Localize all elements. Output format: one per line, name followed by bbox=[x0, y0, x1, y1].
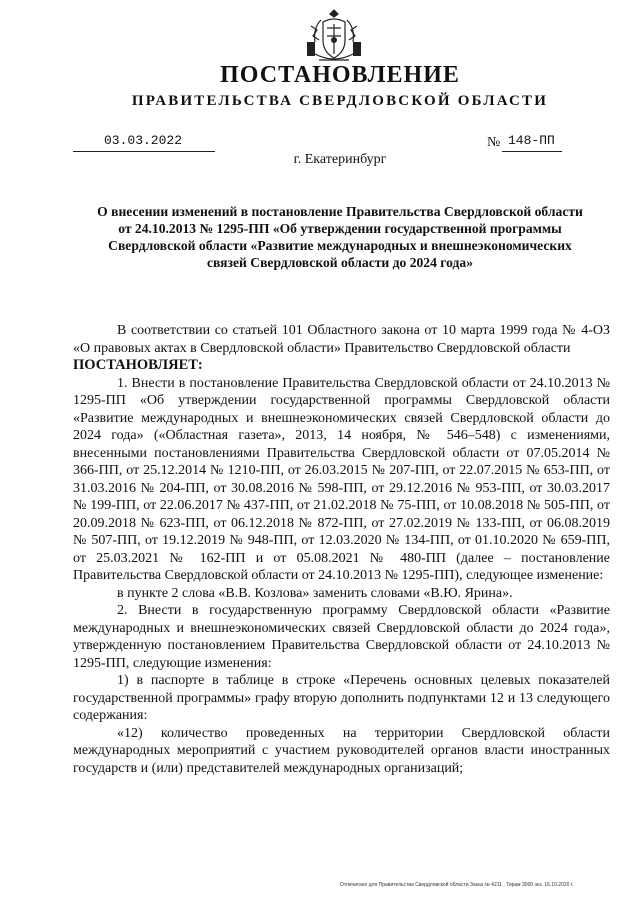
number-label: № bbox=[487, 135, 501, 150]
coat-of-arms-emblem bbox=[301, 6, 367, 68]
decree-heading: ПОСТАНОВЛЯЕТ: bbox=[73, 357, 203, 373]
issuing-authority: ПРАВИТЕЛЬСТВА СВЕРДЛОВСКОЙ ОБЛАСТИ bbox=[131, 93, 549, 109]
document-date: 03.03.2022 bbox=[104, 133, 183, 148]
document-number: 148-ПП bbox=[508, 133, 555, 148]
document-type-title: ПОСТАНОВЛЕНИЕ bbox=[220, 62, 460, 88]
paragraph-item-1: 1. Внести в постановление Правительства Свердловской области от 24.10.2013 № 1295-ПП «Об утверждении государственной программы Свердловской области «Развитие международных и внешнеэкономических связей Свердловской области до 2024 года» («Областная газета», 2013, 14 ноября, № 546–548) с изменениями, внесенными постановлениями Правительства Свердловской области от 07.05.2014 № 366-ПП, от 25.12.2014 № 1210-ПП, от 26.03.2015 № 207-ПП, от 22.07.2015 № 653-ПП, от 31.03.2016 № 204-ПП, от 30.08.2016 № 598-ПП, от 29.12.2016 № 953-ПП, от 30.03.2017 № 199-ПП, от 22.06.2017 № 437-ПП, от 21.02.2018 № 75-ПП, от 10.08.2018 № 505-ПП, от 20.09.2018 № 623-ПП, от 06.12.2018 № 872-ПП, от 27.02.2019 № 133-ПП, от 06.08.2019 № 507-ПП, от 19.12.2019 № 948-ПП, от 12.03.2020 № 134-ПП, от 01.10.2020 № 659-ПП, от 25.03.2021 № 162-ПП и от 05.08.2021 № 480-ПП (далее – постановление Правительства Свердловской области от 24.10.2013 № 1295-ПП), следующее изменение: bbox=[73, 375, 610, 583]
paragraph-item-2: 2. Внести в государственную программу Свердловской области «Развитие международных и внешнеэкономических связей Свердловской области до 2024 года», утвержденную постановлением Правительства Свердловской области от 24.10.2013 № 1295-ПП, следующие изменения: bbox=[73, 603, 610, 671]
print-footer: Отпечатано для Правительства Свердловской области Заказ № 4211 . Тираж 3000 экз. 16.10.2020 г. bbox=[340, 882, 574, 888]
paragraph-item-2-sub-1: 1) в паспорте в таблице в строке «Перечень основных целевых показателей государственной программы» графу вторую дополнить подпунктами 12 и 13 следующего содержания: bbox=[73, 673, 610, 723]
document-subject-title: О внесении изменений в постановление Правительства Свердловской области от 24.10.2013 № 1295-ПП «Об утверждении государственной программы Свердловской области «Развитие международных и внешнеэкономических связей Свердловской области до 2024 года» bbox=[97, 204, 583, 270]
city: г. Екатеринбург bbox=[293, 152, 387, 167]
paragraph-preamble: В соответствии со статьей 101 Областного закона от 10 марта 1999 года № 4-ОЗ «О правовых актах в Свердловской области» Правительство Свердловской области bbox=[73, 323, 610, 356]
paragraph-item-1-change: в пункте 2 слова «В.В. Козлова» заменить словами «В.Ю. Ярина». bbox=[117, 585, 513, 601]
paragraph-item-2-sub-1-text: «12) количество проведенных на территории Свердловской области международных мероприятий с участием руководителей органов власти иностранных государств и (или) представителей международных организаций; bbox=[73, 725, 610, 776]
document-body bbox=[73, 322, 610, 777]
